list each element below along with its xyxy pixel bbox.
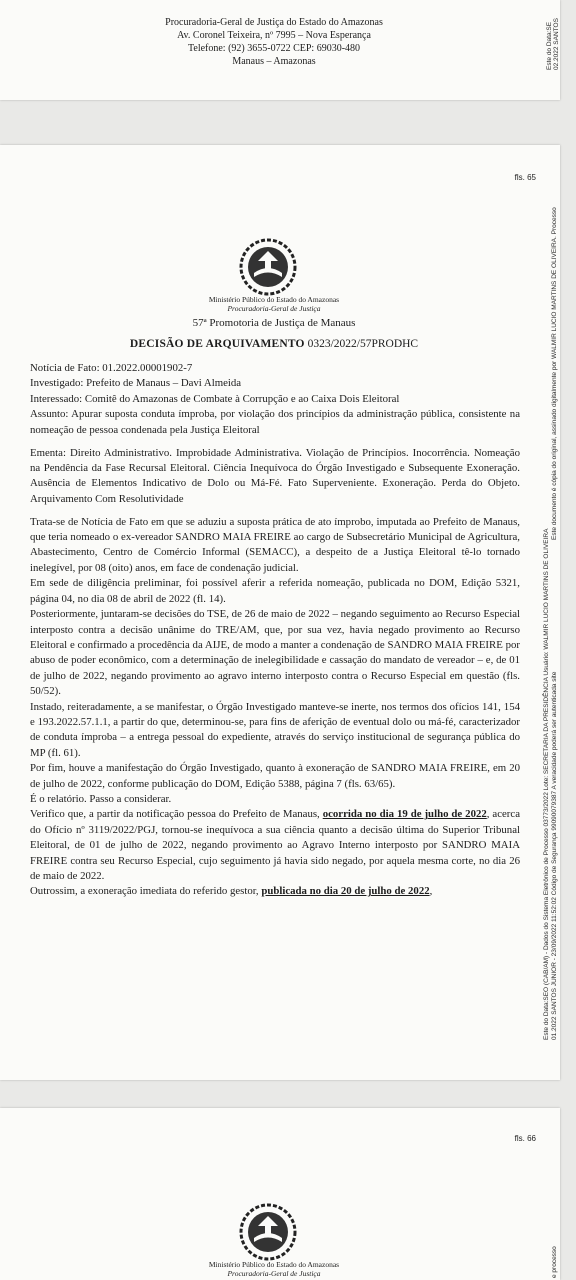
address-line: Av. Coronel Teixeira, nº 7995 – Nova Esperança bbox=[177, 30, 371, 41]
side-annotation: Este do Data:SE bbox=[546, 21, 553, 70]
paragraph: Posteriormente, juntaram-se decisões do TSE, de 26 de maio de 2022 – negando seguimento ao Recurso Especial interposto contra a decisão unânime do TRE/AM, que, por sua vez, havia negado provimento ao Recurso Eleitoral e confirmado a procedência da AIJE, de modo a manter a condenação de SANDRO MAIA FREIRE por abuso de poder econômico, com a determinação de inelegibilidade e cassação do mandato de vereador – e, de 01 de julho de 2022, negando provimento ao agravo interno interposto contra o Recurso Especial em questão (fls. 50/52). bbox=[30, 608, 520, 698]
folio-number: fls. 65 bbox=[514, 173, 536, 182]
side-annotation: 02.2022 SANTOS bbox=[553, 18, 560, 70]
paragraph: Trata-se de Notícia de Fato em que se aduziu a suposta prática de ato ímprobo, imputada ao Prefeito de Manaus, que teria nomeado o ex-vereador SANDRO MAIA FREIRE ao cargo de Subsecretário Municipal de Agricultura, Abastecimento, Centro de Comércio Informal (SEMACC), a despeito de a Justiça Eleitoral tê-lo tornado inelegível, por 08 (oito) anos, em face de condenação judicial. bbox=[30, 515, 520, 574]
side-annotation: e processo bbox=[551, 1246, 558, 1278]
investigado: Investigado: Prefeito de Manaus – Davi Almeida bbox=[30, 377, 242, 390]
address-line: Telefone: (92) 3655-0722 CEP: 69030-480 bbox=[187, 43, 361, 54]
paragraph: Por fim, houve a manifestação do Órgão Investigado, quanto à exoneração de SANDRO MAIA FREIRE, em 20 de julho de 2022, conforme publicação do DOM, Edição 5388, página 7 (fls. 63/65). bbox=[30, 762, 520, 790]
paragraph: Em sede de diligência preliminar, foi possível aferir a referida nomeação, publicada no DOM, Edição 5321, página 04, no dia 08 de abril de 2022 (fl. 14). bbox=[30, 577, 520, 605]
ementa: Ementa: Direito Administrativo. Improbidade Administrativa. Violação de Princípios. Inocorrência. Nomeação na Pendência da Fase Recursal Eleitoral. Ciência Inequívoca do Órgão Investigado e Subsequente Exoneração. Ausência de Elementos Indicativo de Dolo ou Má-Fé. Fato Superveniente. Exoneração. Perda do Objeto. Arquivamento Com Resolutividade bbox=[30, 446, 520, 505]
text-run: , bbox=[429, 885, 433, 898]
promotoria-name: 57ª Promotoria de Justiça de Manaus bbox=[192, 317, 356, 329]
folio-number: fls. 66 bbox=[514, 1134, 536, 1143]
underlined-date: ocorrida no dia 19 de julho de 2022 bbox=[322, 808, 487, 821]
underlined-date: publicada no dia 20 de julho de 2022 bbox=[261, 885, 430, 898]
side-annotation: 01.2022 SANTOS JUNIOR - 23/09/2022 11:52:02 Código de Segurança 99090079387 A veracidade poderá ser autenticada site bbox=[551, 671, 558, 1040]
decision-title-label: DECISÃO DE ARQUIVAMENTO bbox=[129, 338, 305, 350]
text-run: Verifico que, a partir da notificação pessoa do Prefeito de Manaus, bbox=[30, 808, 323, 821]
paragraph: Instado, reiteradamente, a se manifestar, o Órgão Investigado manteve-se inerte, nos termos dos ofícios 141, 154 e 193.2022.57.1.1, a partir do que, determinou-se, para fins de aferição de eventual dolo ou má-fé, caracterizador de conduta ímproba – a entrega pessoal do expediente, através do serviço institucional de segurança pública do MP (fl. 61). bbox=[30, 700, 520, 759]
interessado: Interessado: Comitê do Amazonas de Combate à Corrupção e ao Caixa Dois Eleitoral bbox=[30, 392, 400, 405]
side-annotation: Este documento é cópia do original, assinado digitalmente por WALMIR LUCIO MARTINS DE OLIVEIRA. Processo bbox=[551, 207, 558, 540]
assunto: Assunto: Apurar suposta conduta ímproba, por violação dos princípios da administração pública, consistente na nomeação de pessoa condenada pela Justiça Eleitoral bbox=[30, 408, 520, 436]
page-next bbox=[0, 1108, 560, 1280]
decision-number: 0323/2022/57PRODHC bbox=[307, 338, 419, 350]
institution-address-block bbox=[0, 16, 548, 68]
paragraph bbox=[30, 807, 520, 884]
institution-line: Ministério Público do Estado do Amazonas bbox=[208, 295, 340, 304]
decision-title bbox=[0, 338, 548, 350]
institution-name bbox=[0, 295, 548, 313]
side-annotation: Este do Data:SEO (CAB/AM) - Dados do Sistema Eletrônico de Processo 03773/2022 Lote: SECRETARIA DA PRESIDÊNCIA Usuário: WALMIR LUCIO MARTINS DE OLIVEIRA bbox=[543, 528, 550, 1040]
decision-body bbox=[30, 361, 520, 900]
paragraph bbox=[30, 884, 520, 899]
mp-amazonas-emblem-icon bbox=[238, 237, 298, 297]
address-line: Procuradoria-Geral de Justiça do Estado do Amazonas bbox=[165, 17, 383, 28]
institution-subline: Procuradoria-Geral de Justiça bbox=[227, 1269, 321, 1278]
mp-amazonas-emblem-icon bbox=[238, 1202, 298, 1262]
institution-name bbox=[0, 1260, 548, 1278]
text-run: , acerca do Ofício nº 3119/2022/PGJ, tornou-se inequívoca a sua ciência quanto a decisão última do Superior Tribunal Eleitoral, de 01 de julho de 2022, negando provimento ao Agravo Interno interposto por SANDRO MAIA FREIRE contra seu Recurso Especial, cujo seguimento já havia sido negado, por aquela mesma corte, no dia 26 de maio de 2022. bbox=[30, 808, 520, 882]
paragraph: É o relatório. Passo a considerar. bbox=[30, 792, 172, 805]
noticia-de-fato: Notícia de Fato: 01.2022.00001902-7 bbox=[30, 362, 193, 374]
address-line: Manaus – Amazonas bbox=[232, 56, 316, 67]
institution-line: Ministério Público do Estado do Amazonas bbox=[208, 1260, 340, 1269]
institution-subline: Procuradoria-Geral de Justiça bbox=[227, 304, 321, 313]
text-run: Outrossim, a exoneração imediata do referido gestor, bbox=[30, 885, 262, 898]
page-previous-footer bbox=[0, 0, 560, 100]
page-decision bbox=[0, 145, 560, 1080]
